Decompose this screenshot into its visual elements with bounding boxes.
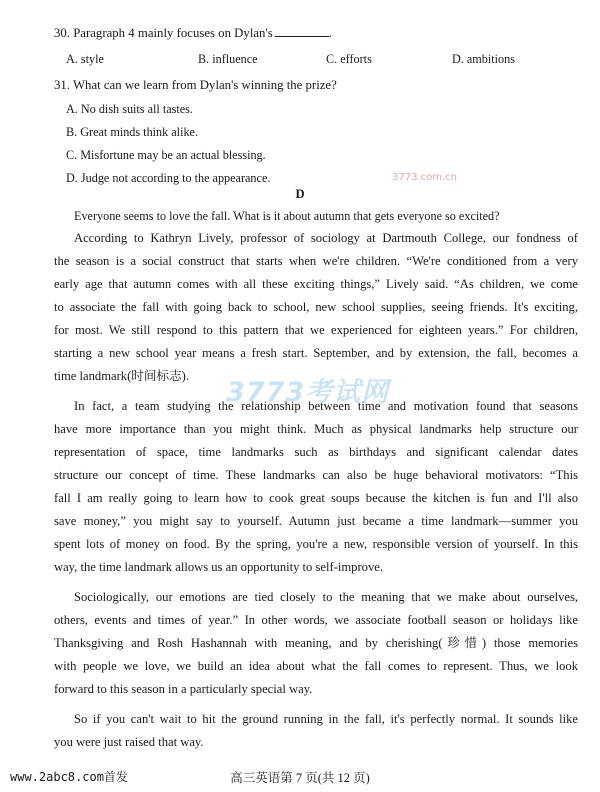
passage-line: spent lots of money on food. By the spring, you're a new, responsible version of yourself. In this — [54, 537, 578, 551]
question-30-end: . — [328, 26, 332, 40]
question-31-stem: 31. What can we learn from Dylan's winning the prize? — [54, 78, 337, 92]
passage-line: time landmark(时间标志). — [54, 369, 190, 383]
passage-line: have more importance than you might think. Much as physical landmarks help structure our — [54, 422, 578, 436]
q30-option-c: C. efforts — [326, 52, 372, 66]
page-number: 高三英语第 7 页(共 12 页) — [230, 771, 370, 785]
footer-source: www.2abc8.com首发 — [10, 770, 128, 784]
passage-line: for most. We still respond to this pattern that we experienced for eighteen years.” For children, — [54, 323, 578, 337]
passage-line: the season is a social construct that starts when we're children. “We're conditioned from a very — [54, 254, 578, 268]
q31-option-d: D. Judge not according to the appearance. — [66, 171, 271, 185]
passage-line: early age that autumn comes with all these exciting things,” Lively said. “As children, we come — [54, 277, 578, 291]
q30-option-d: D. ambitions — [452, 52, 515, 66]
passage-line: Thanksgiving and Rosh Hashannah with meaning, and by cherishing(珍惜) those memories — [54, 636, 578, 650]
q31-option-b: B. Great minds think alike. — [66, 125, 199, 139]
passage-line: with people we love, we build an idea about what the fall comes to represent. Thus, we look — [54, 659, 578, 673]
passage-line: Sociologically, our emotions are tied closely to the meaning that we make about ourselves, — [74, 590, 578, 604]
passage-line: others, events and times of year.” In other words, we associate football season or holidays like — [54, 613, 578, 627]
watermark-url: 3773.com.cn — [392, 172, 457, 183]
passage-intro: Everyone seems to love the fall. What is it about autumn that gets everyone so excited? — [74, 209, 500, 223]
question-30-stem — [54, 25, 332, 41]
passage-line: representation of space, time landmarks such as birthdays and significant calendar dates — [54, 445, 578, 459]
answer-blank — [275, 27, 329, 37]
passage-line: starting a new school year means a fresh start. September, and by extension, the fall, becomes a — [54, 346, 578, 360]
passage-line: structure our concept of time. These landmarks can also be huge behavioral motivators: “This — [54, 468, 578, 482]
passage-line: you were just raised that way. — [54, 735, 204, 749]
watermark-logo: 3773考试网 — [226, 377, 390, 408]
passage-line: way, the time landmark allows us an opportunity to self-improve. — [54, 560, 383, 574]
passage-line: In fact, a team studying the relationship between time and motivation found that seasons — [74, 399, 578, 413]
passage-line: save money,” you might say to yourself. Autumn just became a time landmark—summer you — [54, 514, 578, 528]
q31-option-c: C. Misfortune may be an actual blessing. — [66, 148, 266, 162]
passage-line: to associate the fall with going back to school, new school supplies, seeing friends. It's exciting, — [54, 300, 578, 314]
passage-heading: D — [295, 187, 305, 201]
q30-option-b: B. influence — [198, 52, 258, 66]
question-30-text: 30. Paragraph 4 mainly focuses on Dylan's — [54, 26, 273, 40]
passage-line: fall I am really going to learn how to cook great soups because the kitchen is fun and I'll also — [54, 491, 578, 505]
passage-line: According to Kathryn Lively, professor of sociology at Dartmouth College, our fondness of — [74, 231, 578, 245]
q31-option-a: A. No dish suits all tastes. — [66, 102, 193, 116]
q30-option-a: A. style — [66, 52, 104, 66]
passage-line: So if you can't wait to hit the ground running in the fall, it's perfectly normal. It sounds like — [74, 712, 578, 726]
passage-line: forward to this season in a particularly special way. — [54, 682, 313, 696]
